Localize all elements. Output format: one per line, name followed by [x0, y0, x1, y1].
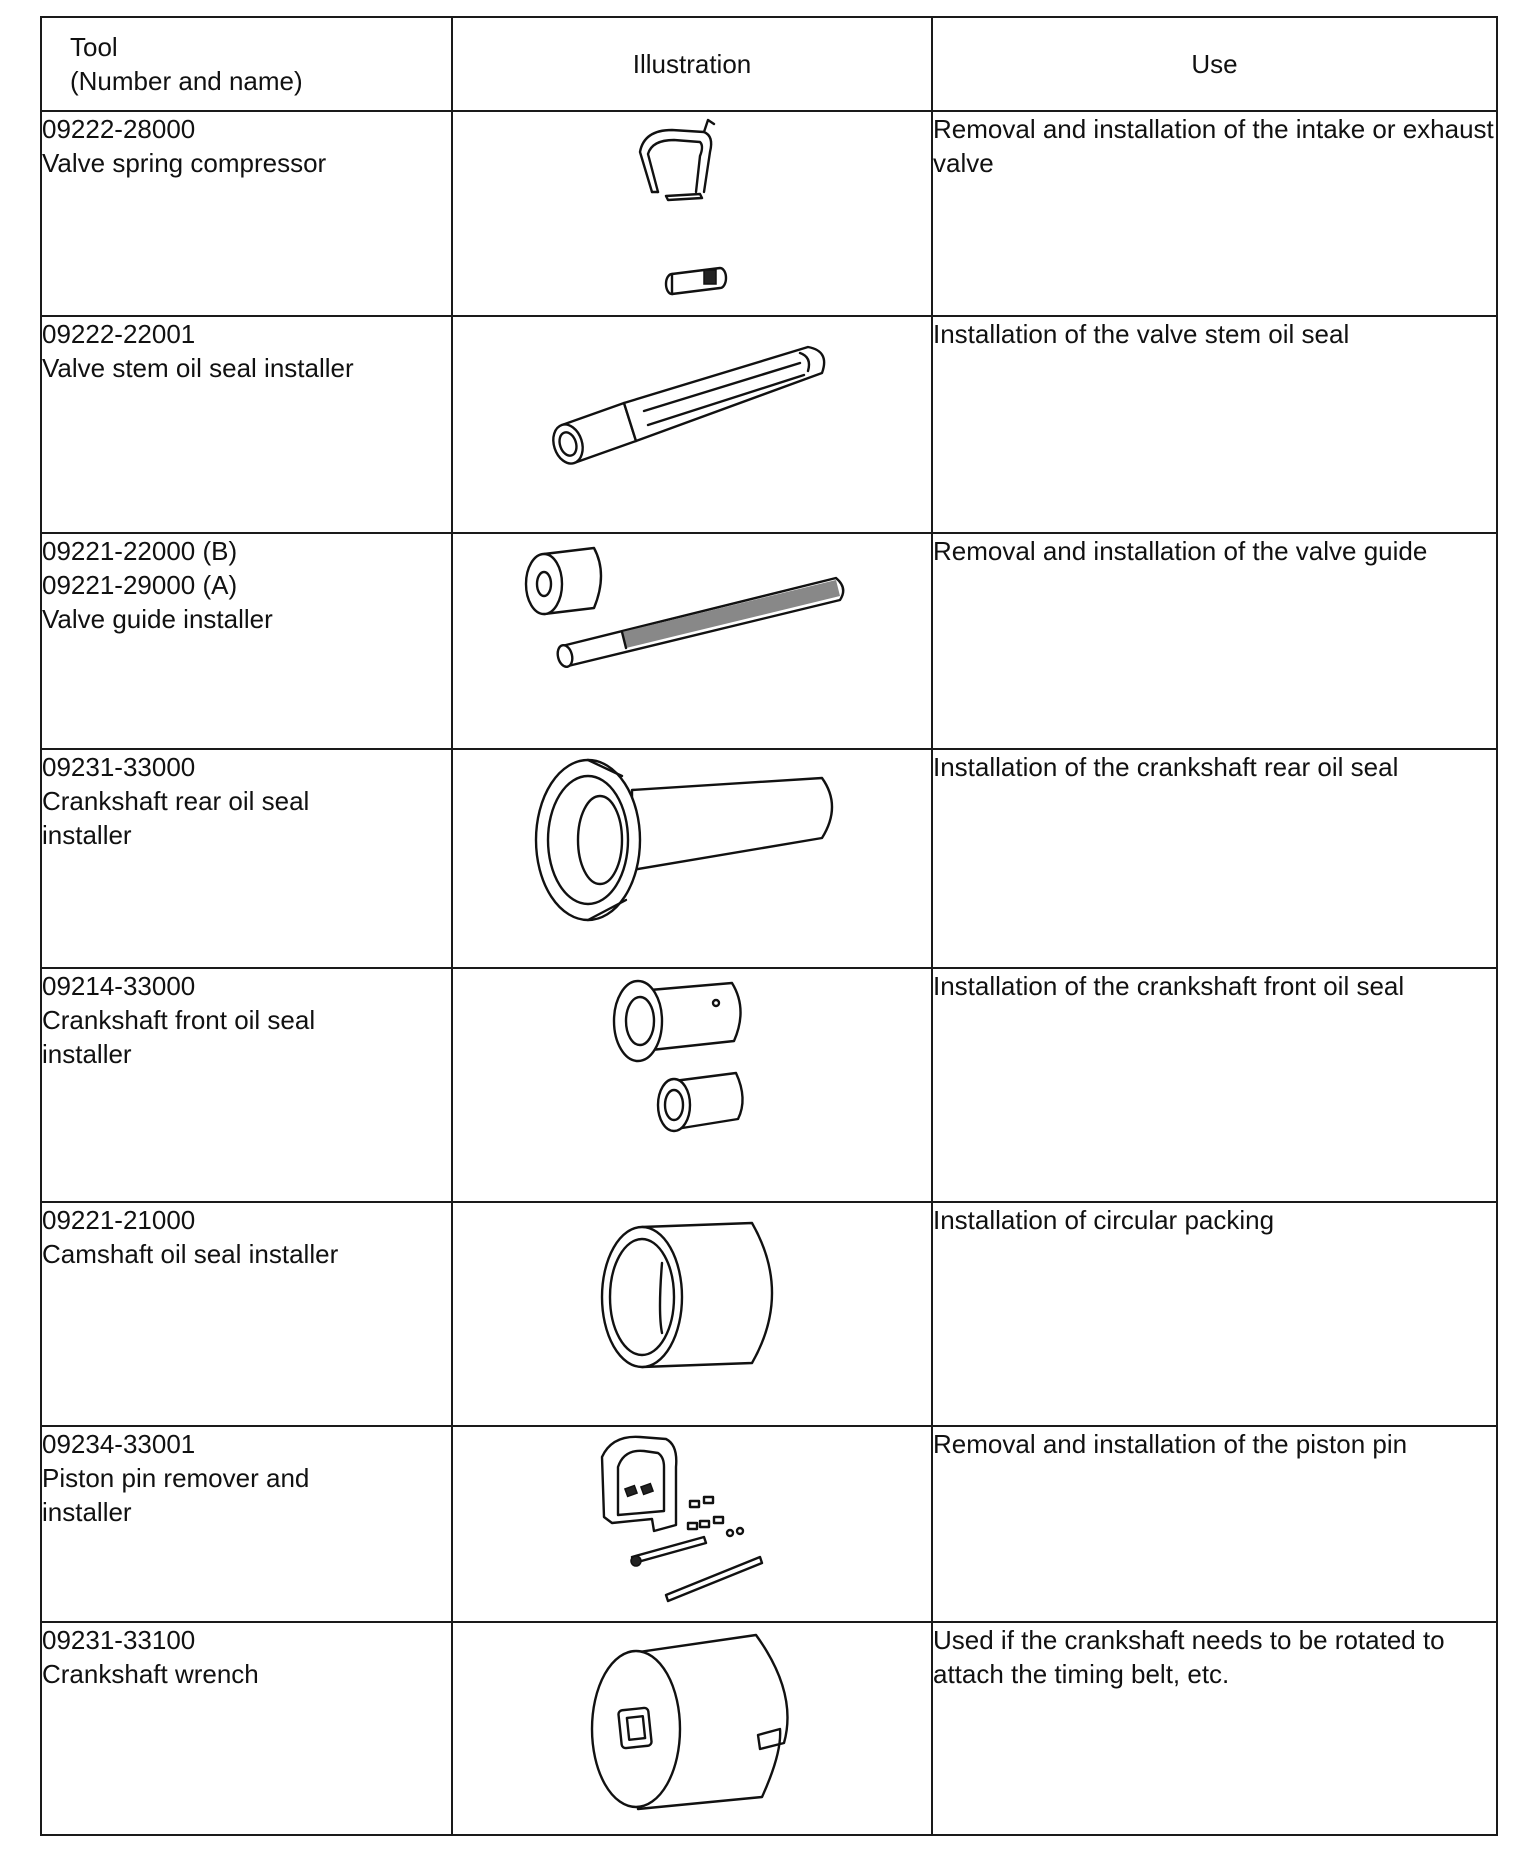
table-header-row [41, 17, 1497, 111]
valve-guide-installer-icon [522, 534, 862, 674]
special-tools-table [40, 16, 1498, 1836]
tool-number: 09231-33100 [42, 1625, 196, 1655]
tool-name: Valve spring compressor [42, 148, 327, 178]
header-illustration: Illustration [452, 17, 932, 111]
tool-name: Crankshaft wrench [42, 1659, 259, 1689]
crankshaft-wrench-icon [572, 1623, 812, 1813]
camshaft-oil-seal-installer-icon [582, 1203, 802, 1383]
tool-number: 09221-22000 (B) [42, 536, 238, 566]
tool-name: installer [42, 820, 132, 850]
use-cell [932, 749, 1497, 968]
illustration-cell [452, 749, 932, 968]
use-cell [932, 968, 1497, 1202]
illustration-cell [452, 533, 932, 749]
tool-cell [41, 968, 452, 1202]
use-text: Installation of the valve stem oil seal [933, 319, 1350, 349]
tool-name: Crankshaft rear oil seal [42, 786, 310, 816]
use-cell [932, 1202, 1497, 1426]
use-text: Removal and installation of the valve guide [933, 536, 1428, 566]
valve-stem-oil-seal-installer-icon [532, 317, 852, 477]
tool-cell [41, 1202, 452, 1426]
table-row [41, 111, 1497, 316]
table-row [41, 316, 1497, 533]
tool-number: 09234-33001 [42, 1429, 196, 1459]
illustration-cell [452, 1426, 932, 1622]
header-tool-line1: Tool [70, 32, 118, 62]
tool-name: installer [42, 1039, 132, 1069]
use-text: Installation of the crankshaft front oil seal [933, 971, 1405, 1001]
tool-cell [41, 533, 452, 749]
tool-number: 09222-22001 [42, 319, 196, 349]
header-tool-line2: (Number and name) [70, 66, 303, 96]
table-row [41, 1426, 1497, 1622]
illustration-cell [452, 1622, 932, 1835]
tool-cell [41, 1426, 452, 1622]
use-cell [932, 533, 1497, 749]
illustration-cell [452, 1202, 932, 1426]
tool-number: 09221-29000 (A) [42, 570, 238, 600]
table-row [41, 1202, 1497, 1426]
tool-number: 09214-33000 [42, 971, 196, 1001]
tool-name: installer [42, 1497, 132, 1527]
use-cell [932, 111, 1497, 316]
tool-name: Valve stem oil seal installer [42, 353, 354, 383]
piston-pin-remover-installer-icon [582, 1427, 802, 1607]
tool-cell [41, 316, 452, 533]
tool-name: Valve guide installer [42, 604, 273, 634]
tool-cell [41, 1622, 452, 1835]
tool-cell [41, 111, 452, 316]
table-row [41, 749, 1497, 968]
tool-name: Piston pin remover and [42, 1463, 310, 1493]
use-text: Installation of the crankshaft rear oil seal [933, 752, 1399, 782]
tool-number: 09222-28000 [42, 114, 196, 144]
use-text: Removal and installation of the intake or exhaust valve [933, 114, 1494, 178]
illustration-cell [452, 968, 932, 1202]
tool-name: Crankshaft front oil seal [42, 1005, 316, 1035]
tool-name: Camshaft oil seal installer [42, 1239, 339, 1269]
tool-number: 09231-33000 [42, 752, 196, 782]
use-cell [932, 1426, 1497, 1622]
use-cell [932, 316, 1497, 533]
use-text: Removal and installation of the piston pin [933, 1429, 1408, 1459]
table-row [41, 968, 1497, 1202]
valve-spring-compressor-icon [592, 112, 792, 302]
use-cell [932, 1622, 1497, 1835]
use-text: Used if the crankshaft needs to be rotated to attach the timing belt, etc. [933, 1625, 1445, 1689]
tool-cell [41, 749, 452, 968]
illustration-cell [452, 111, 932, 316]
use-text: Installation of circular packing [933, 1205, 1275, 1235]
table-row [41, 533, 1497, 749]
illustration-cell [452, 316, 932, 533]
tool-number: 09221-21000 [42, 1205, 196, 1235]
crankshaft-front-oil-seal-installer-icon [592, 969, 792, 1149]
crankshaft-rear-oil-seal-installer-icon [522, 750, 862, 930]
header-use: Use [932, 17, 1497, 111]
header-tool [41, 17, 452, 111]
table-row [41, 1622, 1497, 1835]
